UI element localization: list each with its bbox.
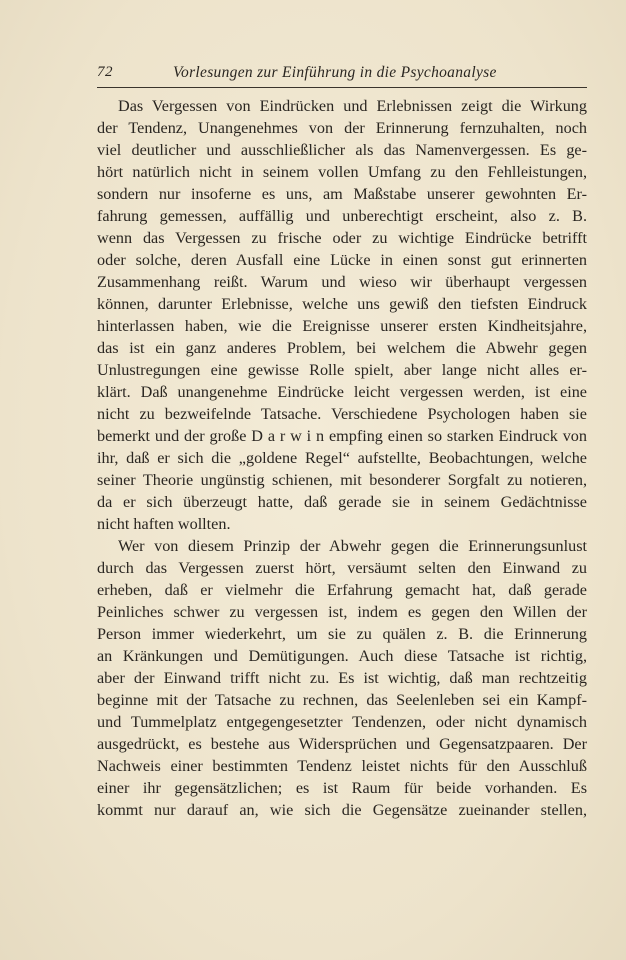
text-line: ausgedrückt, es bestehe aus Widersprüchen und Gegensatzpaaren. Der [97,735,587,753]
text-line: seiner Theorie ungünstig schienen, mit besonderer Sorgfalt zu notieren, [97,471,587,489]
text-line: bemerkt und der große D a r w i n empfing einen so starken Eindruck von [97,427,587,445]
text-line: hinterlassen haben, wie die Ereignisse unserer ersten Kindheitsjahre, [97,317,587,335]
paragraph-2 [97,535,587,821]
text-line: hört natürlich nicht in seinem vollen Umfang zu den Fehlleistungen, [97,163,587,181]
text-line: viel deutlicher und ausschließlicher als das Namenvergessen. Es ge- [97,141,587,159]
text-line: ihr, daß er sich die „goldene Regel“ aufstellte, Beobachtungen, welche [97,449,587,467]
text-line: erheben, daß er vielmehr die Erfahrung gemacht hat, daß gerade [97,581,587,599]
text-line: Person immer wiederkehrt, um sie zu quälen z. B. die Erinnerung [97,625,587,643]
text-line: Unlustregungen eine gewisse Rolle spielt, aber lange nicht alles er- [97,361,587,379]
text-line: klärt. Daß unangenehme Eindrücke leicht vergessen werden, ist eine [97,383,587,401]
text-line: einer ihr gegensätzlichen; es ist Raum für beide vorhanden. Es [97,779,587,797]
text-line: Wer von diesem Prinzip der Abwehr gegen die Erinnerungsunlust [118,537,587,555]
text-line: fahrung gemessen, auffällig und unberechtigt erscheint, also z. B. [97,207,587,225]
header-rule [97,87,587,88]
text-line: an Kränkungen und Demütigungen. Auch diese Tatsache ist richtig, [97,647,587,665]
text-line: da er sich überzeugt hatte, daß gerade sie in seinem Gedächtnisse [97,493,587,511]
text-line: nicht zu bezweifelnde Tatsache. Verschiedene Psychologen haben sie [97,405,587,423]
paragraph-1 [97,95,587,535]
text-line: Peinliches schwer zu vergessen ist, indem es gegen den Willen der [97,603,587,621]
text-line: und Tummelplatz entgegengesetzter Tendenzen, oder nicht dynamisch [97,713,587,731]
text-line: sondern nur insoferne es uns, am Maßstabe unserer gewohnten Er- [97,185,587,203]
text-line: nicht haften wollten. [97,515,231,533]
page-number: 72 [97,64,113,80]
text-line: das ist ein ganz anderes Problem, bei welchem die Abwehr gegen [97,339,587,357]
text-line: Zusammenhang reißt. Warum und wieso wir überhaupt vergessen [97,273,587,291]
body-text [97,95,587,821]
text-line: wenn das Vergessen zu frische oder zu wichtige Eindrücke betrifft [97,229,587,247]
text-line: kommt nur darauf an, wie sich die Gegensätze zueinander stellen, [97,801,587,819]
text-line: der Tendenz, Unangenehmes von der Erinnerung fernzuhalten, noch [97,119,587,137]
running-title: Vorlesungen zur Einführung in die Psychoanalyse [173,64,497,81]
text-line: beginne mit der Tatsache zu rechnen, das Seelenleben sei ein Kampf- [97,691,587,709]
running-head [97,64,587,86]
text-line: Nachweis einer bestimmten Tendenz leistet nichts für den Ausschluß [97,757,587,775]
text-line: können, darunter Erlebnisse, welche uns gewiß den tiefsten Eindruck [97,295,587,313]
text-line: oder solche, deren Ausfall eine Lücke in einen sonst gut erinnerten [97,251,587,269]
text-line: Das Vergessen von Eindrücken und Erlebnissen zeigt die Wirkung [118,97,587,115]
text-line: aber der Einwand trifft nicht zu. Es ist wichtig, daß man rechtzeitig [97,669,587,687]
text-line: durch das Vergessen zuerst hört, versäumt selten den Einwand zu [97,559,587,577]
